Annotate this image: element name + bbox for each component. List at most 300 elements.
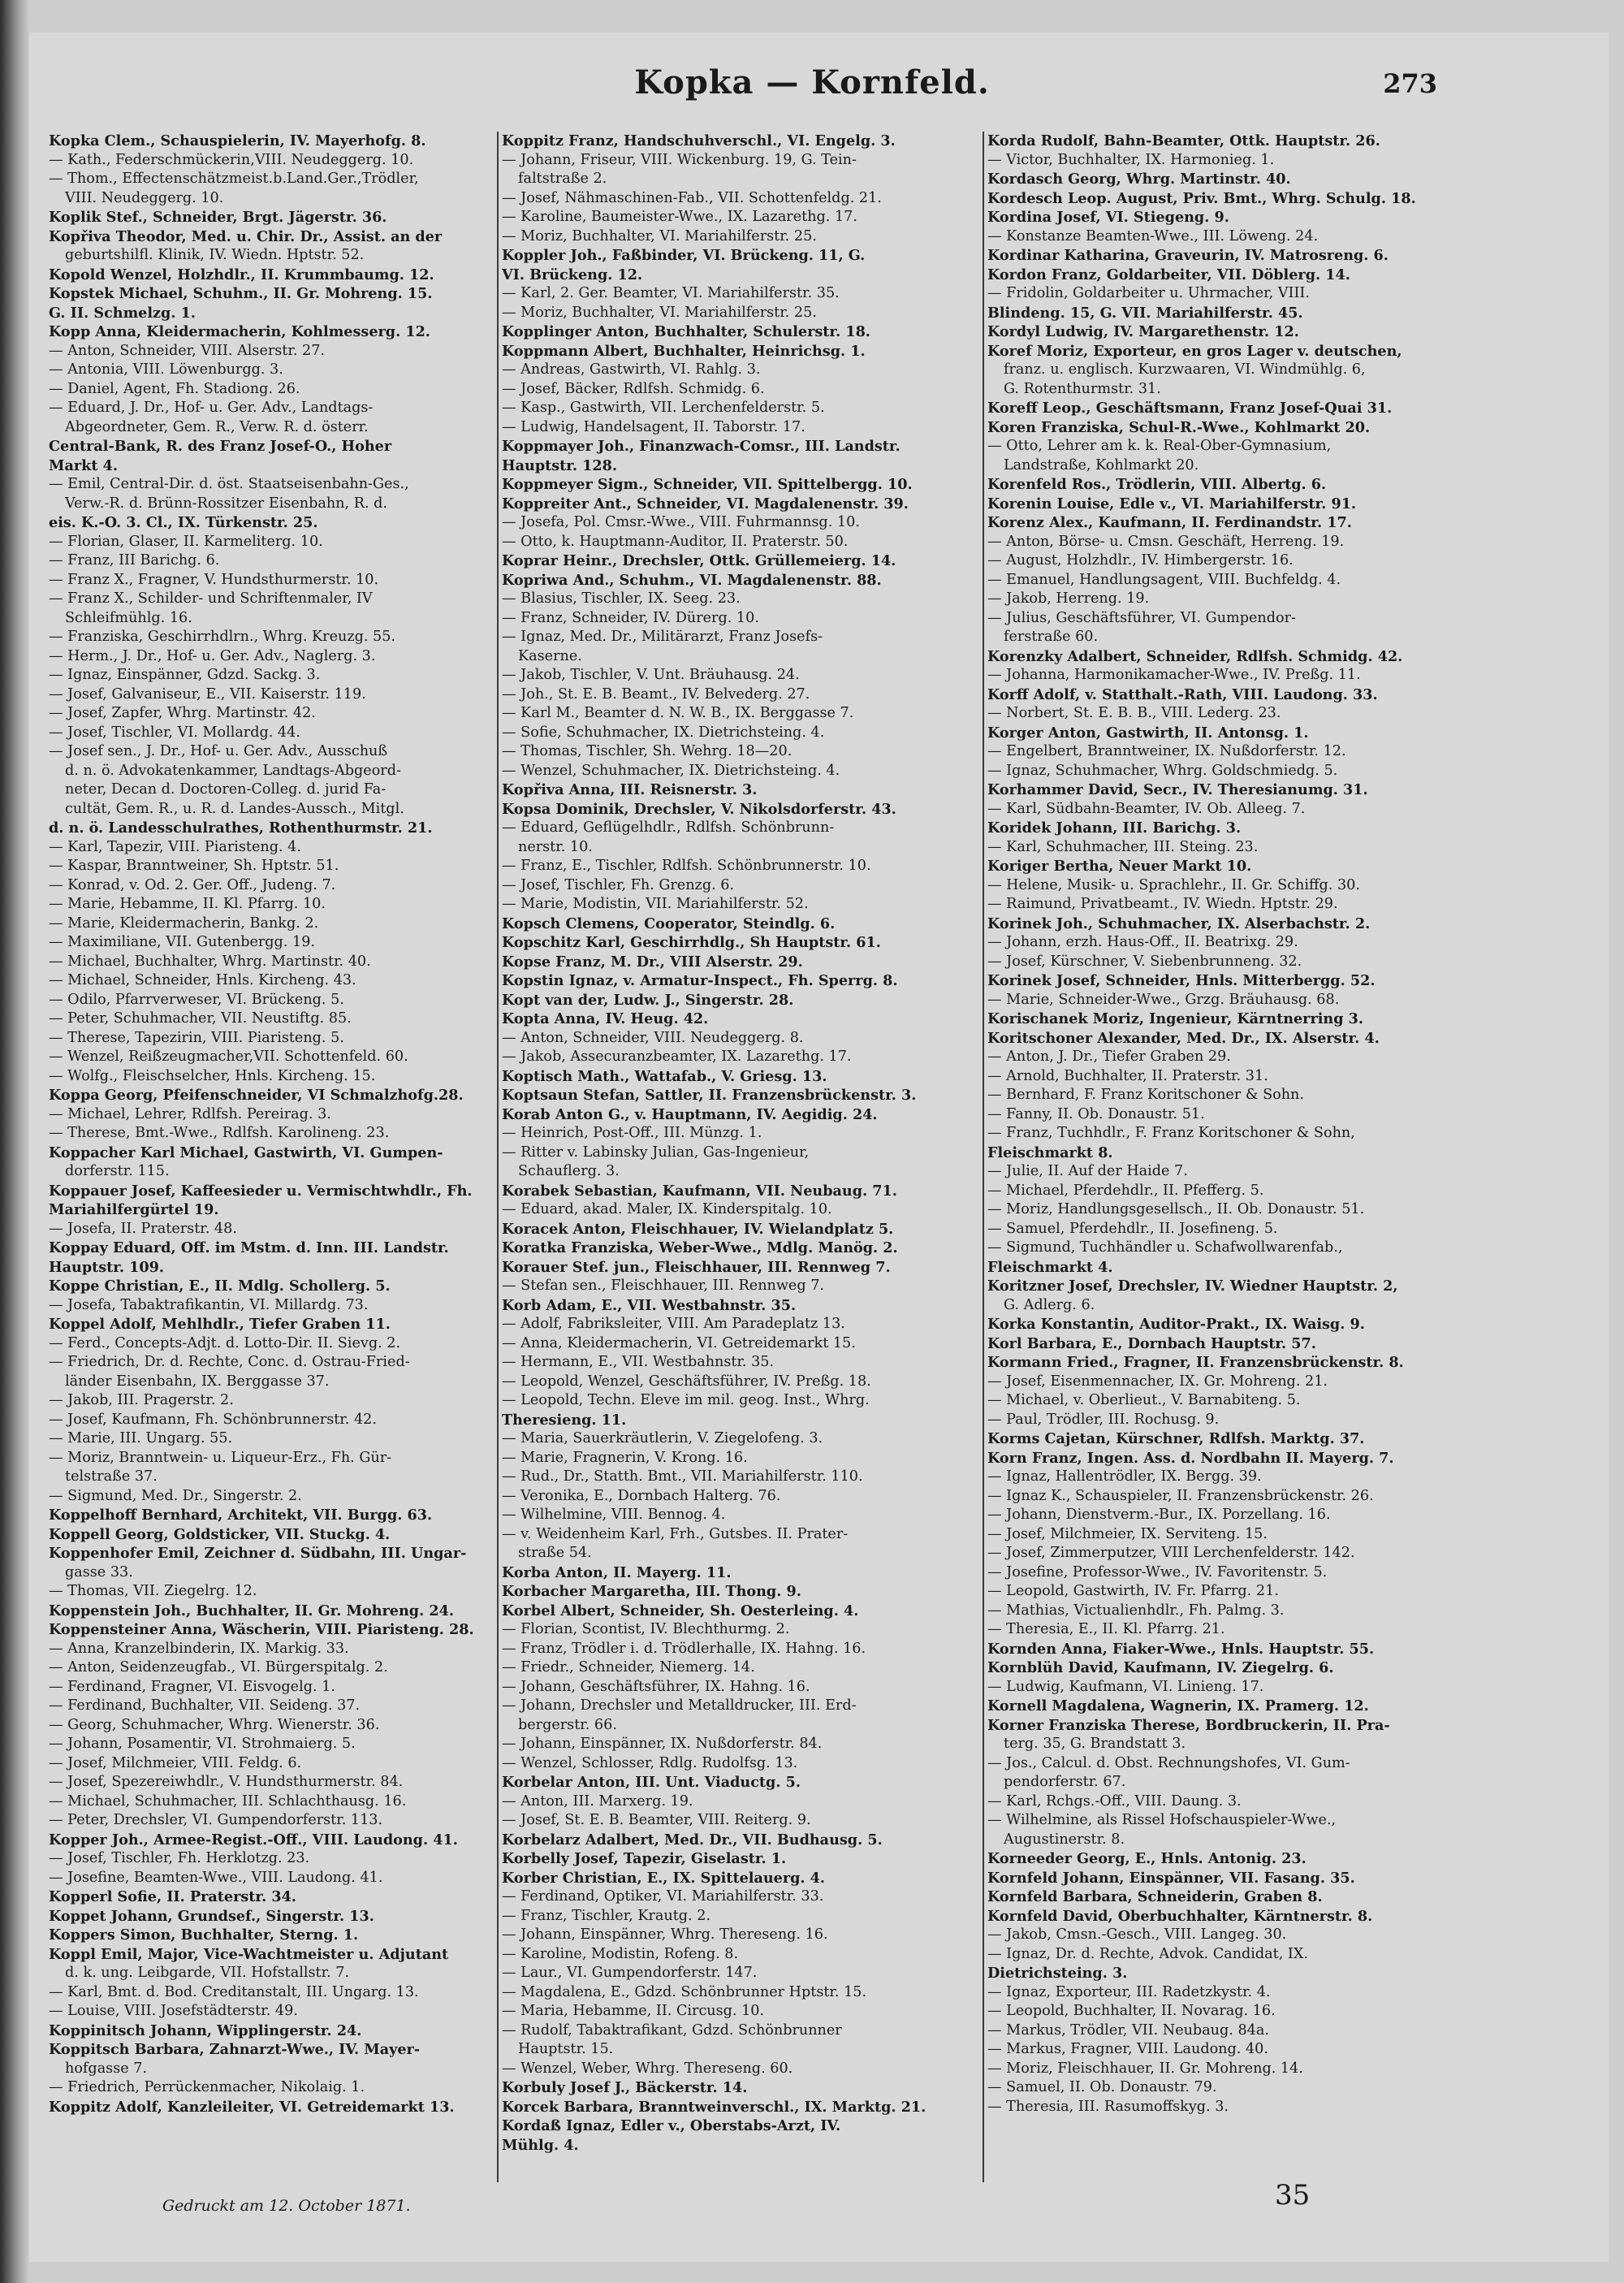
directory-subentry-line: — Moriz, Handlungsgesellsch., II. Ob. Donaustr. 51.: [987, 1201, 1365, 1217]
directory-subentry-line: — Theresia, E., II. Kl. Pfarrg. 21.: [987, 1621, 1225, 1637]
directory-entry-line: Kornblüh David, Kaufmann, IV. Ziegelrg. 6.: [987, 1659, 1334, 1676]
directory-entry-line: Kornfeld David, Oberbuchhalter, Kärntnerstr. 8.: [987, 1907, 1373, 1925]
directory-entry-line: Kopstek Michael, Schuhm., II. Gr. Mohreng. 15.: [49, 285, 433, 302]
directory-entry-line: Kopta Anna, IV. Heug. 42.: [502, 1010, 709, 1027]
directory-continuation-line: G. Adlerg. 6.: [1004, 1296, 1095, 1313]
directory-subentry-line: — Thomas, VII. Ziegelrg. 12.: [49, 1583, 257, 1599]
directory-entry-line: Koppel Adolf, Mehlhdlr., Tiefer Graben 11.: [49, 1316, 391, 1333]
directory-entry-line: Koppitz Franz, Handschuhverschl., VI. Engelg. 3.: [502, 132, 896, 149]
directory-subentry-line: — Josefa, II. Praterstr. 48.: [49, 1220, 237, 1237]
directory-subentry-line: — Ignaz, Hallentrödler, IX. Bergg. 39.: [987, 1468, 1262, 1485]
directory-subentry-line: — Jakob, Cmsn.-Gesch., VIII. Langeg. 30.: [987, 1926, 1287, 1943]
directory-subentry-line: — Ignaz, Einspänner, Gdzd. Sackg. 3.: [49, 667, 321, 683]
directory-continuation-line: Verw.-R. d. Brünn-Rossitzer Eisenbahn, R. d.: [65, 495, 387, 512]
directory-subentry-line: — Karl M., Beamter d. N. W. B., IX. Berggasse 7.: [502, 705, 854, 721]
directory-entry-line: Korbelarz Adalbert, Med. Dr., VII. Budhausg. 5.: [502, 1831, 883, 1848]
directory-entry-line: Korl Barbara, E., Dornbach Hauptstr. 57.: [987, 1334, 1316, 1352]
directory-subentry-line: — Marie, Fragnerin, V. Krong. 16.: [502, 1449, 748, 1466]
directory-subentry-line: — Eduard, Geflügelhdlr., Rdlfsh. Schönbrunn-: [502, 819, 835, 836]
directory-entry-line: Fleischmarkt 4.: [987, 1258, 1113, 1276]
directory-entry-line: Korda Rudolf, Bahn-Beamter, Ottk. Hauptstr. 26.: [987, 132, 1380, 149]
directory-entry-line: Korn Franz, Ingen. Ass. d. Nordbahn II. Mayerg. 7.: [987, 1449, 1394, 1467]
sheet-signature-number: 35: [1275, 2179, 1311, 2212]
directory-entry-line: Korenz Alex., Kaufmann, II. Ferdinandstr. 17.: [987, 514, 1352, 531]
directory-subentry-line: — Ritter v. Labinsky Julian, Gas-Ingenieur,: [502, 1144, 810, 1161]
directory-entry-line: Korauer Stef. jun., Fleischhauer, III. Rennweg 7.: [502, 1258, 891, 1276]
directory-subentry-line: — Josef, St. E. B. Beamter, VIII. Reiterg. 9.: [502, 1812, 811, 1828]
directory-subentry-line: — Laur., VI. Gumpendorferstr. 147.: [502, 1965, 758, 1981]
directory-subentry-line: — Josef sen., J. Dr., Hof- u. Ger. Adv., Ausschuß: [49, 743, 388, 759]
directory-entry-line: Koppelhoff Bernhard, Architekt, VII. Burgg. 63.: [49, 1507, 433, 1524]
directory-subentry-line: — Josef, Kürschner, V. Siebenbrunneng. 32.: [987, 953, 1302, 970]
directory-subentry-line: — Konrad, v. Od. 2. Ger. Off., Judeng. 7.: [49, 876, 336, 893]
directory-subentry-line: — Raimund, Privatbeamt., IV. Wiedn. Hptstr. 29.: [987, 896, 1338, 912]
directory-subentry-line: — Anton, J. Dr., Tiefer Graben 29.: [987, 1049, 1231, 1065]
directory-entry-line: eis. K.-O. 3. Cl., IX. Türkenstr. 25.: [49, 514, 318, 531]
directory-entry-line: Korff Adolf, v. Statthalt.-Rath, VIII. Laudong. 33.: [987, 685, 1378, 703]
directory-subentry-line: — Jakob, Herreng. 19.: [987, 590, 1150, 607]
directory-subentry-line: — Marie, Hebamme, II. Kl. Pfarrg. 10.: [49, 896, 326, 912]
directory-entry-line: Kormann Fried., Fragner, II. Franzensbrückenstr. 8.: [987, 1354, 1404, 1371]
directory-entry-line: Mariahilfergürtel 19.: [49, 1201, 219, 1218]
directory-subentry-line: — Johann, Dienstverm.-Bur., IX. Porzellang. 16.: [987, 1507, 1331, 1523]
directory-subentry-line: — Odilo, Pfarrverweser, VI. Brückeng. 5.: [49, 991, 344, 1008]
directory-subentry-line: — Bernhard, F. Franz Koritschoner & Sohn.: [987, 1087, 1304, 1103]
directory-subentry-line: — Kasp., Gastwirth, VII. Lerchenfelderstr. 5.: [502, 400, 825, 416]
directory-entry-line: Koppers Simon, Buchhalter, Sterng. 1.: [49, 1926, 359, 1944]
directory-entry-line: Kopsch Clemens, Cooperator, Steindlg. 6.: [502, 914, 836, 932]
directory-subentry-line: — Moriz, Branntwein- u. Liqueur-Erz., Fh. Gür-: [49, 1449, 392, 1466]
directory-entry-line: Korber Christian, E., IX. Spittelauerg. 4.: [502, 1869, 826, 1887]
directory-subentry-line: — August, Holzhdlr., IV. Himbergerstr. 16.: [987, 552, 1294, 569]
directory-entry-line: Koppacher Karl Michael, Gastwirth, VI. Gumpen-: [49, 1144, 443, 1161]
directory-entry-line: VI. Brückeng. 12.: [502, 266, 643, 283]
directory-entry-line: Koppe Christian, E., II. Mdlg. Schollerg. 5.: [49, 1278, 391, 1295]
directory-subentry-line: — Wilhelmine, als Rissel Hofschauspieler-Wwe.,: [987, 1812, 1337, 1828]
directory-subentry-line: — Moriz, Buchhalter, VI. Mariahilferstr. 25.: [502, 227, 817, 244]
directory-subentry-line: — Eduard, J. Dr., Hof- u. Ger. Adv., Landtags-: [49, 400, 374, 416]
directory-continuation-line: Schauflerg. 3.: [518, 1163, 620, 1179]
directory-subentry-line: — Thomas, Tischler, Sh. Wehrg. 18—20.: [502, 743, 793, 759]
directory-continuation-line: ferstraße 60.: [1004, 629, 1099, 645]
directory-subentry-line: — Michael, v. Oberlieut., V. Barnabiteng. 5.: [987, 1392, 1301, 1408]
directory-subentry-line: — Ignaz, Exporteur, III. Radetzkystr. 4.: [987, 1983, 1271, 2000]
directory-continuation-line: bergerstr. 66.: [518, 1716, 617, 1733]
directory-entry-line: Koppreiter Ant., Schneider, VI. Magdalenenstr. 39.: [502, 495, 909, 512]
directory-entry-line: Korb Adam, E., VII. Westbahnstr. 35.: [502, 1296, 797, 1314]
directory-subentry-line: — Franz, Tischler, Krautg. 2.: [502, 1907, 711, 1924]
directory-subentry-line: — Josef, Milchmeier, VIII. Feldg. 6.: [49, 1754, 302, 1771]
directory-entry-line: Koptisch Math., Wattafab., V. Griesg. 13.: [502, 1067, 827, 1085]
directory-continuation-line: Landstraße, Kohlmarkt 20.: [1004, 456, 1199, 473]
directory-subentry-line: — Louise, VIII. Josefstädterstr. 49.: [49, 2003, 298, 2019]
directory-subentry-line: — Friedr., Schneider, Niemerg. 14.: [502, 1659, 755, 1675]
directory-entry-line: Kopřiva Anna, III. Reisnerstr. 3.: [502, 781, 758, 798]
directory-entry-line: Koratka Franziska, Weber-Wwe., Mdlg. Manög. 2.: [502, 1239, 898, 1256]
directory-subentry-line: — Jakob, Tischler, V. Unt. Bräuhausg. 24.: [502, 667, 800, 683]
directory-entry-line: Korbuly Josef J., Bäckerstr. 14.: [502, 2079, 748, 2096]
directory-entry-line: Koppitsch Barbara, Zahnarzt-Wwe., IV. Mayer-: [49, 2041, 421, 2058]
directory-subentry-line: — Johann, Einspänner, IX. Nußdorferstr. 84.: [502, 1736, 823, 1752]
directory-subentry-line: — Eduard, akad. Maler, IX. Kinderspitalg. 10.: [502, 1201, 832, 1217]
directory-entry-line: Dietrichsteing. 3.: [987, 1965, 1128, 1982]
directory-subentry-line: — Otto, k. Hauptmann-Auditor, II. Praterstr. 50.: [502, 533, 849, 550]
directory-subentry-line: — Jakob, Assecuranzbeamter, IX. Lazarethg. 17.: [502, 1049, 852, 1065]
directory-column-3: [987, 132, 1475, 2186]
directory-subentry-line: — Rudolf, Tabaktrafikant, Gdzd. Schönbrunner: [502, 2021, 842, 2039]
directory-subentry-line: — Theresia, III. Rasumoffskyg. 3.: [987, 2098, 1229, 2115]
directory-subentry-line: — Otto, Lehrer am k. k. Real-Ober-Gymnasium,: [987, 438, 1332, 454]
directory-continuation-line: Hauptstr. 15.: [518, 2041, 614, 2057]
directory-subentry-line: — Leopold, Wenzel, Geschäftsführer, IV. Preßg. 18.: [502, 1373, 871, 1390]
directory-entry-line: Korger Anton, Gastwirth, II. Antonsg. 1.: [987, 724, 1309, 742]
directory-entry-line: Koppay Eduard, Off. im Mstm. d. Inn. III. Landstr.: [49, 1239, 449, 1256]
directory-subentry-line: — Hermann, E., VII. Westbahnstr. 35.: [502, 1354, 775, 1370]
directory-subentry-line: — Stefan sen., Fleischhauer, III. Rennweg 7.: [502, 1278, 824, 1294]
directory-entry-line: Theresieng. 11.: [502, 1411, 627, 1429]
directory-subentry-line: — Karl, Tapezir, VIII. Piaristeng. 4.: [49, 838, 301, 855]
directory-subentry-line: — Josef, Zimmerputzer, VIII Lerchenfelderstr. 142.: [987, 1545, 1355, 1561]
running-header-title: Kopka — Kornfeld.: [634, 63, 990, 102]
directory-entry-line: Korka Konstantin, Auditor-Prakt., IX. Waisg. 9.: [987, 1316, 1365, 1333]
directory-continuation-line: terg. 35, G. Brandstatt 3.: [1004, 1736, 1186, 1752]
directory-entry-line: Korab Anton G., v. Hauptmann, IV. Aegidig. 24.: [502, 1105, 878, 1123]
directory-entry-line: d. n. ö. Landesschulrathes, Rothenthurmstr. 21.: [49, 819, 433, 837]
directory-entry-line: Korinek Joh., Schuhmacher, IX. Alserbachstr. 2.: [987, 914, 1371, 932]
directory-subentry-line: — Ludwig, Handelsagent, II. Taborstr. 17.: [502, 418, 806, 435]
directory-entry-line: Kordina Josef, VI. Stiegeng. 9.: [987, 209, 1229, 226]
directory-subentry-line: — Anna, Kranzelbinderin, IX. Markig. 33.: [49, 1640, 349, 1657]
directory-subentry-line: — Victor, Buchhalter, IX. Harmonieg. 1.: [987, 151, 1275, 168]
directory-subentry-line: — Norbert, St. E. B. B., VIII. Lederg. 23.: [987, 705, 1281, 721]
directory-subentry-line: — Herm., J. Dr., Hof- u. Ger. Adv., Naglerg. 3.: [49, 647, 376, 664]
directory-entry-line: Koracek Anton, Fleischhauer, IV. Wielandplatz 5.: [502, 1220, 894, 1238]
directory-subentry-line: — Michael, Pferdehdlr., II. Pfefferg. 5.: [987, 1182, 1264, 1199]
directory-subentry-line: — Josef, Spezereiwhdlr., V. Hundsthurmerstr. 84.: [49, 1774, 404, 1790]
directory-subentry-line: — Emanuel, Handlungsagent, VIII. Buchfeldg. 4.: [987, 571, 1341, 588]
directory-entry-line: Koref Moriz, Exporteur, en gros Lager v. deutschen,: [987, 342, 1402, 360]
directory-subentry-line: — Florian, Glaser, II. Karmeliterg. 10.: [49, 533, 323, 550]
directory-subentry-line: — Michael, Lehrer, Rdlfsh. Pereirag. 3.: [49, 1105, 331, 1122]
directory-entry-line: Central-Bank, R. des Franz Josef-O., Hoher: [49, 438, 392, 455]
directory-subentry-line: — Jos., Calcul. d. Obst. Rechnungshofes, VI. Gum-: [987, 1754, 1350, 1771]
directory-subentry-line: — Leopold, Buchhalter, II. Novarag. 16.: [987, 2003, 1276, 2019]
directory-continuation-line: franz. u. englisch. Kurzwaaren, VI. Windmühlg. 6,: [1004, 361, 1366, 378]
page-gutter-shadow: [0, 0, 29, 2283]
directory-continuation-line: telstraße 37.: [65, 1468, 158, 1485]
directory-entry-line: Kordesch Leop. August, Priv. Bmt., Whrg. Schulg. 18.: [987, 189, 1416, 207]
directory-entry-line: Korner Franziska Therese, Bordbruckerin, II. Pra-: [987, 1716, 1390, 1734]
directory-subentry-line: — Johann, Friseur, VIII. Wickenburg. 19, G. Tein-: [502, 151, 857, 168]
directory-subentry-line: — Josefine, Beamten-Wwe., VIII. Laudong. 41.: [49, 1869, 383, 1886]
directory-entry-line: Koppitz Adolf, Kanzleileiter, VI. Getreidemarkt 13.: [49, 2098, 455, 2116]
directory-column-2: [502, 132, 981, 2186]
directory-entry-line: Kopp Anna, Kleidermacherin, Kohlmesserg. 12.: [49, 323, 430, 340]
directory-entry-line: Koppensteiner Anna, Wäscherin, VIII. Piaristeng. 28.: [49, 1621, 474, 1638]
directory-subentry-line: — Franz, E., Tischler, Rdlfsh. Schönbrunnerstr. 10.: [502, 858, 871, 874]
directory-subentry-line: — Peter, Drechsler, VI. Gumpendorferstr. 113.: [49, 1812, 383, 1828]
directory-subentry-line: — Josef, Nähmaschinen-Fab., VII. Schottenfeldg. 21.: [502, 189, 882, 206]
directory-subentry-line: — Rud., Dr., Statth. Bmt., VII. Mariahilferstr. 110.: [502, 1468, 863, 1485]
directory-entry-line: Korms Cajetan, Kürschner, Rdlfsh. Marktg. 37.: [987, 1430, 1365, 1447]
directory-subentry-line: — Peter, Schuhmacher, VII. Neustiftg. 85.: [49, 1010, 352, 1027]
directory-entry-line: Kornfeld Barbara, Schneiderin, Graben 8.: [987, 1888, 1323, 1905]
directory-subentry-line: — Sofie, Schuhmacher, IX. Dietrichsteing. 4.: [502, 724, 825, 741]
directory-entry-line: Kopperl Sofie, II. Praterstr. 34.: [49, 1888, 296, 1905]
directory-subentry-line: — Johann, Drechsler und Metalldrucker, III. Erd-: [502, 1697, 857, 1714]
directory-subentry-line: — Franz, III Barichg. 6.: [49, 552, 220, 569]
directory-subentry-line: — Marie, Kleidermacherin, Bankg. 2.: [49, 914, 319, 932]
directory-subentry-line: — Friedrich, Perrückenmacher, Nikolaig. 1.: [49, 2079, 365, 2095]
directory-entry-line: Kordyl Ludwig, IV. Margarethenstr. 12.: [987, 323, 1299, 340]
directory-subentry-line: — Moriz, Buchhalter, VI. Mariahilferstr. 25.: [502, 304, 817, 321]
directory-subentry-line: — Moriz, Fleischhauer, II. Gr. Mohreng. 14.: [987, 2060, 1303, 2077]
directory-column-1: [49, 132, 536, 2186]
directory-entry-line: Kopse Franz, M. Dr., VIII Alserstr. 29.: [502, 953, 803, 971]
directory-subentry-line: — Johann, erzh. Haus-Off., II. Beatrixg. 29.: [987, 934, 1298, 950]
directory-subentry-line: — Fridolin, Goldarbeiter u. Uhrmacher, VIII.: [987, 285, 1310, 301]
directory-subentry-line: — Johanna, Harmonikamacher-Wwe., IV. Preßg. 11.: [987, 667, 1361, 683]
directory-subentry-line: — Samuel, II. Ob. Donaustr. 79.: [987, 2079, 1217, 2095]
directory-entry-line: Korinek Josef, Schneider, Hnls. Mitterbergg. 52.: [987, 972, 1376, 989]
directory-entry-line: Korbel Albert, Schneider, Sh. Oesterleing. 4.: [502, 1602, 859, 1619]
directory-entry-line: Kornell Magdalena, Wagnerin, IX. Pramerg. 12.: [987, 1697, 1369, 1714]
directory-subentry-line: — Maximiliane, VII. Gutenbergg. 19.: [49, 934, 315, 950]
directory-subentry-line: — Karoline, Baumeister-Wwe., IX. Lazarethg. 17.: [502, 209, 857, 225]
directory-subentry-line: — Josefine, Professor-Wwe., IV. Favoritenstr. 5.: [987, 1563, 1328, 1580]
directory-subentry-line: — Josefa, Pol. Cmsr.-Wwe., VIII. Fuhrmannsg. 10.: [502, 514, 860, 530]
directory-entry-line: Koplik Stef., Schneider, Brgt. Jägerstr. 36.: [49, 209, 387, 226]
directory-entry-line: Kordinar Katharina, Graveurin, IV. Matrosreng. 6.: [987, 247, 1389, 264]
directory-subentry-line: — Anton, Seidenzeugfab., VI. Bürgerspitalg. 2.: [49, 1659, 388, 1675]
print-date-note: Gedruckt am 12. October 1871.: [162, 2197, 411, 2215]
directory-subentry-line: — Ferdinand, Optiker, VI. Mariahilferstr. 33.: [502, 1888, 824, 1905]
directory-subentry-line: — Marie, Modistin, VII. Mariahilferstr. 52.: [502, 896, 809, 912]
directory-subentry-line: — Daniel, Agent, Fh. Stadiong. 26.: [49, 380, 300, 397]
directory-subentry-line: — Josef, Tischler, Fh. Herklotzg. 23.: [49, 1850, 310, 1866]
directory-entry-line: Mühlg. 4.: [502, 2136, 579, 2154]
directory-entry-line: Korbelly Josef, Tapezir, Giselastr. 1.: [502, 1850, 787, 1867]
directory-subentry-line: — Adolf, Fabriksleiter, VIII. Am Paradeplatz 13.: [502, 1316, 845, 1332]
directory-continuation-line: d. k. ung. Leibgarde, VII. Hofstallstr. 7.: [65, 1965, 350, 1981]
directory-subentry-line: — Josef, Milchmeier, IX. Serviteng. 15.: [987, 1525, 1268, 1542]
directory-entry-line: Koppinitsch Johann, Wipplingerstr. 24.: [49, 2021, 362, 2039]
directory-entry-line: Kordasch Georg, Whrg. Martinstr. 40.: [987, 171, 1291, 188]
directory-subentry-line: — Samuel, Pferdehdlr., II. Josefineng. 5.: [987, 1220, 1278, 1237]
directory-subentry-line: — Franz X., Schilder- und Schriftenmaler, IV: [49, 590, 373, 607]
directory-entry-line: Koppenstein Joh., Buchhalter, II. Gr. Mohreng. 24.: [49, 1602, 454, 1619]
directory-subentry-line: — Franz, Tuchhdlr., F. Franz Koritschoner & Sohn,: [987, 1125, 1355, 1141]
directory-subentry-line: — Thom., Effectenschätzmeist.b.Land.Ger.,Trödler,: [49, 171, 419, 187]
directory-subentry-line: — Josef, Bäcker, Rdlfsh. Schmidg. 6.: [502, 380, 765, 397]
directory-entry-line: Kornden Anna, Fiaker-Wwe., Hnls. Hauptstr. 55.: [987, 1640, 1375, 1658]
directory-subentry-line: — Kaspar, Branntweiner, Sh. Hptstr. 51.: [49, 858, 339, 874]
directory-continuation-line: Augustinerstr. 8.: [1004, 1831, 1125, 1848]
directory-entry-line: Korhammer David, Secr., IV. Theresianumg. 31.: [987, 781, 1368, 798]
directory-subentry-line: — Anton, Börse- u. Cmsn. Geschäft, Herreng. 19.: [987, 533, 1345, 550]
directory-entry-line: Korcek Barbara, Branntweinverschl., IX. Marktg. 21.: [502, 2098, 926, 2116]
page-number: 273: [1383, 68, 1437, 99]
directory-entry-line: Korneeder Georg, E., Hnls. Antonig. 23.: [987, 1850, 1307, 1867]
directory-entry-line: Koppa Georg, Pfeifenschneider, VI Schmalzhofg.28.: [49, 1087, 464, 1104]
directory-entry-line: Kordon Franz, Goldarbeiter, VII. Döblerg. 14.: [987, 266, 1350, 283]
directory-subentry-line: — Arnold, Buchhalter, II. Praterstr. 31.: [987, 1067, 1268, 1084]
directory-entry-line: Koppler Joh., Faßbinder, VI. Brückeng. 11, G.: [502, 247, 866, 264]
directory-entry-line: Kopstin Ignaz, v. Armatur-Inspect., Fh. Sperrg. 8.: [502, 972, 898, 989]
directory-continuation-line: VIII. Neudeggerg. 10.: [65, 189, 224, 206]
directory-subentry-line: — Karl, Rchgs.-Off., VIII. Daung. 3.: [987, 1792, 1242, 1810]
directory-subentry-line: — Joh., St. E. B. Beamt., IV. Belvederg. 27.: [502, 685, 810, 703]
directory-continuation-line: neter, Decan d. Doctoren-Colleg. d. jurid Fa-: [65, 781, 387, 798]
directory-entry-line: Korbelar Anton, III. Unt. Viaductg. 5.: [502, 1774, 801, 1791]
directory-entry-line: Korbacher Margaretha, III. Thong. 9.: [502, 1583, 801, 1600]
directory-continuation-line: gasse 33.: [65, 1563, 133, 1580]
directory-subentry-line: — Ignaz, Med. Dr., Militärarzt, Franz Josefs-: [502, 629, 823, 645]
directory-entry-line: Kopt van der, Ludw. J., Singerstr. 28.: [502, 991, 794, 1009]
directory-subentry-line: — Helene, Musik- u. Sprachlehr., II. Gr. Schiffg. 30.: [987, 876, 1360, 893]
directory-entry-line: Koppmayer Joh., Finanzwach-Comsr., III. Landstr.: [502, 438, 901, 455]
directory-subentry-line: — Wenzel, Schuhmacher, IX. Dietrichsteing. 4.: [502, 762, 840, 779]
directory-subentry-line: — Friedrich, Dr. d. Rechte, Conc. d. Ostrau-Fried-: [49, 1354, 410, 1370]
directory-entry-line: Hauptstr. 109.: [49, 1258, 165, 1276]
directory-continuation-line: geburtshilfl. Klinik, IV. Wiedn. Hptstr. 52.: [65, 247, 365, 263]
column-divider: [983, 132, 984, 2182]
directory-subentry-line: — Fanny, II. Ob. Donaustr. 51.: [987, 1105, 1205, 1122]
directory-entry-line: Korba Anton, II. Mayerg. 11.: [502, 1563, 732, 1581]
directory-continuation-line: pendorferstr. 67.: [1004, 1774, 1126, 1790]
directory-subentry-line: — Markus, Trödler, VII. Neubaug. 84a.: [987, 2021, 1269, 2039]
directory-subentry-line: — Ferdinand, Buchhalter, VII. Seideng. 37.: [49, 1697, 361, 1714]
directory-subentry-line: — Therese, Bmt.-Wwe., Rdlfsh. Karolineng. 23.: [49, 1125, 390, 1141]
directory-entry-line: Kordaß Ignaz, Edler v., Oberstabs-Arzt, IV.: [502, 2117, 841, 2134]
directory-subentry-line: — Anton, Schneider, VIII. Neudeggerg. 8.: [502, 1029, 804, 1046]
directory-entry-line: Koppmann Albert, Buchhalter, Heinrichsg. 1.: [502, 342, 866, 360]
directory-entry-line: Koridek Johann, III. Barichg. 3.: [987, 819, 1242, 837]
directory-subentry-line: — Johann, Einspänner, Whrg. Thereseng. 16.: [502, 1926, 828, 1943]
directory-entry-line: Koritzner Josef, Drechsler, IV. Wiedner Hauptstr. 2,: [987, 1278, 1398, 1295]
directory-subentry-line: — Wilhelmine, VIII. Bennog. 4.: [502, 1507, 726, 1523]
directory-subentry-line: — Ignaz, Dr. d. Rechte, Advok. Candidat, IX.: [987, 1945, 1308, 1962]
directory-subentry-line: — Marie, III. Ungarg. 55.: [49, 1430, 233, 1446]
directory-entry-line: Koptsaun Stefan, Sattler, II. Franzensbrückenstr. 3.: [502, 1087, 917, 1104]
directory-continuation-line: d. n. ö. Advokatenkammer, Landtags-Abgeord-: [65, 762, 401, 779]
directory-subentry-line: — Michael, Schuhmacher, III. Schlachthausg. 16.: [49, 1792, 407, 1810]
directory-subentry-line: — Josef, Eisenmennacher, IX. Gr. Mohreng. 21.: [987, 1373, 1328, 1390]
directory-entry-line: Koppet Johann, Grundsef., Singerstr. 13.: [49, 1907, 374, 1925]
directory-continuation-line: nerstr. 10.: [518, 838, 593, 855]
directory-continuation-line: Kaserne.: [518, 647, 582, 664]
directory-entry-line: Kopřiva Theodor, Med. u. Chir. Dr., Assist. an der: [49, 227, 443, 245]
directory-continuation-line: cultät, Gem. R., u. R. d. Landes-Aussch., Mitgl.: [65, 800, 404, 817]
directory-entry-line: Blindeng. 15, G. VII. Mariahilferstr. 45.: [987, 304, 1303, 322]
directory-subentry-line: — Franziska, Geschirrhdlrn., Whrg. Kreuzg. 55.: [49, 629, 396, 645]
directory-subentry-line: — Josefa, Tabaktrafikantin, VI. Millardg. 73.: [49, 1296, 369, 1313]
directory-entry-line: Markt 4.: [49, 456, 118, 474]
directory-subentry-line: — Karl, 2. Ger. Beamter, VI. Mariahilferstr. 35.: [502, 285, 840, 301]
directory-subentry-line: — Leopold, Gastwirth, IV. Fr. Pfarrg. 21.: [987, 1583, 1279, 1599]
directory-subentry-line: — Ludwig, Kaufmann, VI. Linieng. 17.: [987, 1678, 1264, 1695]
directory-entry-line: Koppl Emil, Major, Vice-Wachtmeister u. Adjutant: [49, 1945, 449, 1963]
directory-entry-line: Korenin Louise, Edle v., VI. Mariahilferstr. 91.: [987, 495, 1357, 512]
directory-subentry-line: — Anton, Schneider, VIII. Alserstr. 27.: [49, 342, 326, 359]
directory-subentry-line: — Karl, Schuhmacher, III. Steing. 23.: [987, 838, 1259, 855]
directory-subentry-line: — Karl, Bmt. d. Bod. Creditanstalt, III. Ungarg. 13.: [49, 1983, 419, 2000]
directory-subentry-line: — Marie, Schneider-Wwe., Grzg. Bräuhausg. 68.: [987, 991, 1340, 1008]
directory-entry-line: Koppell Georg, Goldsticker, VII. Stuckg. 4.: [49, 1525, 391, 1543]
directory-entry-line: Kopold Wenzel, Holzhdlr., II. Krummbaumg. 12.: [49, 266, 434, 283]
directory-subentry-line: — Anna, Kleidermacherin, VI. Getreidemarkt 15.: [502, 1334, 856, 1351]
directory-entry-line: Fleischmarkt 8.: [987, 1144, 1113, 1161]
directory-subentry-line: — Andreas, Gastwirth, VI. Rahlg. 3.: [502, 361, 761, 378]
directory-subentry-line: — Julius, Geschäftsführer, VI. Gumpendor-: [987, 609, 1296, 626]
directory-continuation-line: länder Eisenbahn, IX. Berggasse 37.: [65, 1373, 330, 1390]
directory-subentry-line: — Blasius, Tischler, IX. Seeg. 23.: [502, 590, 741, 607]
directory-subentry-line: — Jakob, III. Pragerstr. 2.: [49, 1392, 234, 1408]
directory-subentry-line: — Ferdinand, Fragner, VI. Eisvogelg. 1.: [49, 1678, 335, 1695]
directory-subentry-line: — Florian, Scontist, IV. Blechthurmg. 2.: [502, 1621, 790, 1637]
directory-continuation-line: faltstraße 2.: [518, 171, 607, 187]
directory-subentry-line: — Wenzel, Reißzeugmacher,VII. Schottenfeld. 60.: [49, 1049, 408, 1065]
directory-subentry-line: — Magdalena, E., Gdzd. Schönbrunner Hptstr. 15.: [502, 1983, 867, 2000]
directory-entry-line: Koren Franziska, Schul-R.-Wwe., Kohlmarkt 20.: [987, 418, 1371, 436]
directory-subentry-line: — Josef, Galvaniseur, E., VII. Kaiserstr. 119.: [49, 685, 366, 703]
directory-subentry-line: — Johann, Posamentir, VI. Strohmaierg. 5.: [49, 1736, 356, 1752]
directory-entry-line: Kopriwa And., Schuhm., VI. Magdalenenstr. 88.: [502, 571, 882, 589]
directory-continuation-line: hofgasse 7.: [65, 2060, 148, 2077]
directory-entry-line: Koppenhofer Emil, Zeichner d. Südbahn, III. Ungar-: [49, 1545, 467, 1562]
directory-subentry-line: — Heinrich, Post-Off., III. Münzg. 1.: [502, 1125, 762, 1141]
directory-subentry-line: — Leopold, Techn. Eleve im mil. geog. Inst., Whrg.: [502, 1392, 870, 1408]
directory-continuation-line: straße 54.: [518, 1545, 592, 1561]
directory-subentry-line: — Ignaz K., Schauspieler, II. Franzensbrückenstr. 26.: [987, 1487, 1374, 1504]
directory-subentry-line: — Kath., Federschmückerin,VIII. Neudeggerg. 10.: [49, 151, 414, 168]
directory-subentry-line: — Sigmund, Med. Dr., Singerstr. 2.: [49, 1487, 302, 1504]
directory-entry-line: Koriger Bertha, Neuer Markt 10.: [987, 858, 1252, 875]
directory-subentry-line: — Julie, II. Auf der Haide 7.: [987, 1163, 1188, 1179]
directory-subentry-line: — Michael, Buchhalter, Whrg. Martinstr. 40.: [49, 953, 371, 970]
directory-subentry-line: — Karoline, Modistin, Rofeng. 8.: [502, 1945, 739, 1962]
directory-subentry-line: — Wenzel, Schlosser, Rdlg. Rudolfsg. 13.: [502, 1754, 798, 1771]
directory-subentry-line: — v. Weidenheim Karl, Frh., Gutsbes. II. Prater-: [502, 1525, 849, 1542]
directory-entry-line: Hauptstr. 128.: [502, 456, 618, 474]
directory-subentry-line: — Georg, Schuhmacher, Whrg. Wienerstr. 36.: [49, 1716, 380, 1733]
directory-subentry-line: — Ferd., Concepts-Adjt. d. Lotto-Dir. II. Sievg. 2.: [49, 1334, 401, 1351]
directory-subentry-line: — Anton, III. Marxerg. 19.: [502, 1792, 693, 1810]
directory-subentry-line: — Wolfg., Fleischselcher, Hnls. Kircheng. 15.: [49, 1067, 376, 1084]
directory-entry-line: Korabek Sebastian, Kaufmann, VII. Neubaug. 71.: [502, 1182, 897, 1200]
directory-entry-line: Kopka Clem., Schauspielerin, IV. Mayerhofg. 8.: [49, 132, 426, 149]
directory-subentry-line: — Maria, Sauerkräutlerin, V. Ziegelofeng. 3.: [502, 1430, 823, 1446]
directory-entry-line: Koppauer Josef, Kaffeesieder u. Vermischtwhdlr., Fh.: [49, 1182, 473, 1200]
directory-subentry-line: — Engelbert, Branntweiner, IX. Nußdorferstr. 12.: [987, 743, 1346, 759]
directory-subentry-line: — Markus, Fragner, VIII. Laudong. 40.: [987, 2041, 1268, 2057]
directory-subentry-line: — Ignaz, Schuhmacher, Whrg. Goldschmiedg. 5.: [987, 762, 1338, 779]
directory-entry-line: Korischanek Moriz, Ingenieur, Kärntnerring 3.: [987, 1010, 1363, 1027]
directory-subentry-line: — Josef, Kaufmann, Fh. Schönbrunnerstr. 42.: [49, 1411, 377, 1428]
directory-subentry-line: — Antonia, VIII. Löwenburgg. 3.: [49, 361, 283, 378]
directory-subentry-line: — Franz, Trödler i. d. Trödlerhalle, IX. Hahng. 16.: [502, 1640, 866, 1657]
directory-subentry-line: — Franz, Schneider, IV. Dürerg. 10.: [502, 609, 759, 626]
directory-continuation-line: dorferstr. 115.: [65, 1163, 170, 1179]
directory-entry-line: Kopsa Dominik, Drechsler, V. Nikolsdorferstr. 43.: [502, 800, 896, 818]
directory-entry-line: Kornfeld Johann, Einspänner, VII. Fasang. 35.: [987, 1869, 1355, 1887]
directory-subentry-line: — Konstanze Beamten-Wwe., III. Löweng. 24.: [987, 227, 1319, 244]
directory-subentry-line: — Johann, Geschäftsführer, IX. Hahng. 16.: [502, 1678, 810, 1695]
directory-entry-line: Koritschoner Alexander, Med. Dr., IX. Alserstr. 4.: [987, 1029, 1380, 1047]
directory-subentry-line: — Josef, Tischler, Fh. Grenzg. 6.: [502, 876, 735, 893]
directory-continuation-line: G. Rotenthurmstr. 31.: [1004, 380, 1161, 397]
directory-subentry-line: — Therese, Tapezirin, VIII. Piaristeng. 5.: [49, 1029, 344, 1046]
